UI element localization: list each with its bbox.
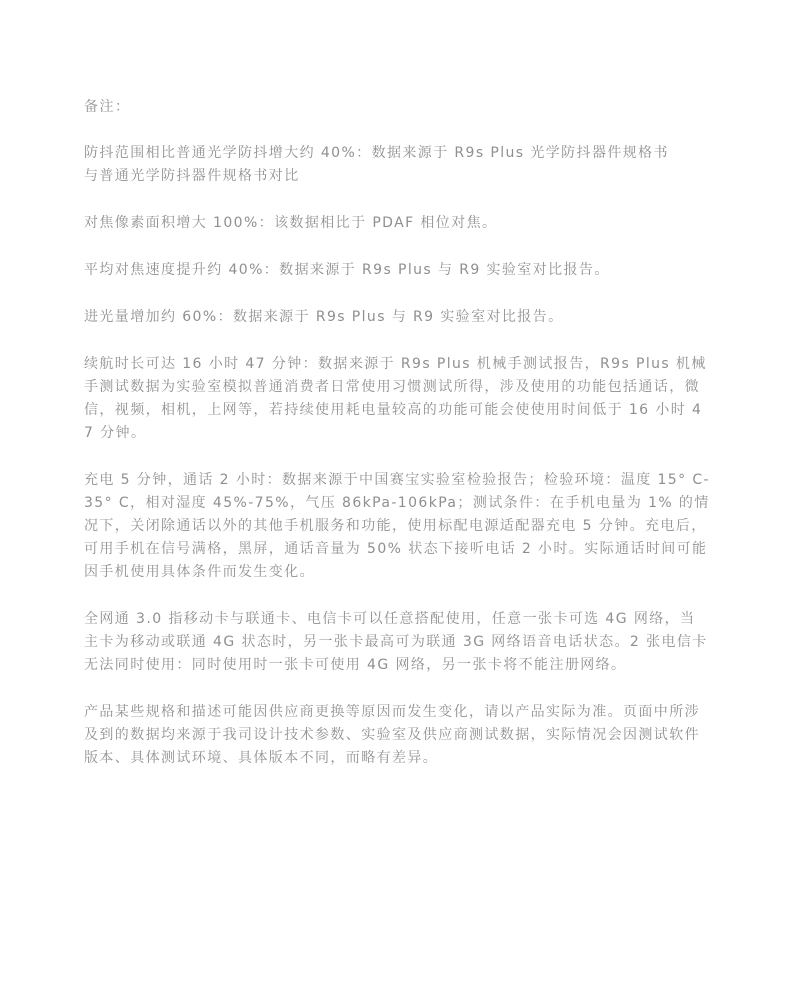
note-focus-pixel (84, 212, 710, 235)
note-full-network (84, 608, 710, 677)
note-stabilization-line-2: 与普通光学防抖器件规格书对比 (84, 168, 300, 184)
note-battery-life (84, 353, 710, 445)
note-full-network-text: 全网通 3.0 指移动卡与联通卡、电信卡可以任意搭配使用，任意一张卡可选 4G 网络，当主卡为移动或联通 4G 状态时，另一张卡最高可为联通 3G 网络语音电话状态。2 张电信卡无法同时使用：同时使用时一张卡可使用 4G 网络，另一张卡将不能注册网络。 (84, 611, 708, 673)
note-fast-charge (84, 469, 710, 584)
note-stabilization-line-1: 防抖范围相比普通光学防抖增大约 40%：数据来源于 R9s Plus 光学防抖器件规格书 (84, 145, 669, 161)
note-light-intake (84, 306, 710, 329)
note-fast-charge-text: 充电 5 分钟，通话 2 小时：数据来源于中国赛宝实验室检验报告；检验环境：温度 15° C-35° C，相对湿度 45%-75%，气压 86kPa-106kPa；测试条件：在手机电量为 1% 的情况下，关闭除通话以外的其他手机服务和功能，使用标配电源适配器充电 5 分钟。充电后，可用手机在信号满格，黑屏，通话音量为 50% 状态下接听电话 2 小时。实际通话时间可能因手机使用具体条件而发生变化。 (84, 472, 710, 580)
note-focus-speed (84, 259, 710, 282)
notes-heading: 备注： (84, 99, 131, 115)
note-stabilization (84, 142, 710, 188)
note-disclaimer (84, 701, 710, 770)
notes-page (84, 96, 710, 794)
note-focus-pixel-text: 对焦像素面积增大 100%：该数据相比于 PDAF 相位对焦。 (84, 215, 498, 231)
note-disclaimer-text: 产品某些规格和描述可能因供应商更换等原因而发生变化，请以产品实际为准。页面中所涉及到的数据均来源于我司设计技术参数、实验室及供应商测试数据，实际情况会因测试软件版本、具体测试环境、具体版本不同，而略有差异。 (84, 704, 700, 766)
note-battery-life-text: 续航时长可达 16 小时 47 分钟：数据来源于 R9s Plus 机械手测试报告，R9s Plus 机械手测试数据为实验室模拟普通消费者日常使用习惯测试所得，涉及使用的功能包括通话，微信，视频，相机，上网等，若持续使用耗电量较高的功能可能会使使用时间低于 16 小时 47 分钟。 (84, 356, 707, 441)
note-focus-speed-text: 平均对焦速度提升约 40%：数据来源于 R9s Plus 与 R9 实验室对比报告。 (84, 262, 610, 278)
note-light-intake-text: 进光量增加约 60%：数据来源于 R9s Plus 与 R9 实验室对比报告。 (84, 309, 564, 325)
